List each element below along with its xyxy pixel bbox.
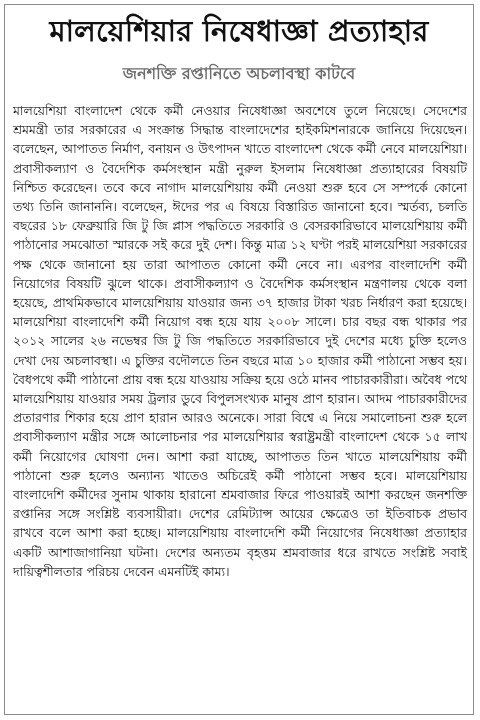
article-paragraph: মালয়েশিয়া বাংলাদেশ থেকে কর্মী নেওয়ার নিষেধাজ্ঞা অবশেষে তুলে নিয়েছে। সেদেশের শ্রমমন্ত্রী তার সরকারের এ সংক্রান্ত সিদ্ধান্ত বাংলাদেশের হাইকমিশনারকে জানিয়ে দিয়েছেন। বলেছেন, আপাতত নির্মাণ, বনায়ন ও উৎপাদন খাতে বাংলাদেশ থেকে কর্মী নেবে মালয়েশিয়া। প্রবাসীকল্যাণ ও বৈদেশিক কর্মসংস্থান মন্ত্রী নুরুল ইসলাম নিষেধাজ্ঞা প্রত্যাহারের বিষয়টি নিশ্চিত করেছেন। তবে কবে নাগাদ মালয়েশিয়ায় কর্মী নেওয়া শুরু হবে সে সম্পর্কে কোনো তথ্য তিনি জানাননি। বলেছেন, ঈদের পর এ বিষয়ে বিস্তারিত জানানো হবে। স্মর্তব্য, চলতি বছরের ১৮ ফেব্রুয়ারি জি টু জি প্লাস পদ্ধতিতে সরকারি ও বেসরকারিভাবে মালয়েশিয়ায় কর্মী পাঠানোর সমঝোতা স্মারকে সই করে দুই দেশ। কিন্তু মাত্র ১২ ঘণ্টা পরই মালয়েশিয়া সরকারের পক্ষ থেকে জানানো হয় তারা আপাতত কোনো কর্মী নেবে না। এরপর বাংলাদেশি কর্মী নিয়োগের বিষয়টি ঝুলে থাকে। প্রবাসীকল্যাণ ও বৈদেশিক কর্মসংস্থান মন্ত্রণালয় থেকে বলা হয়েছে, প্রাথমিকভাবে মালয়েশিয়ায় যাওয়ার জন্য ৩৭ হাজার টাকা খরচ নির্ধারণ করা হয়েছে। মালয়েশিয়া বাংলাদেশি কর্মী নিয়োগ বন্ধ হয়ে যায় ২০০৮ সালে। চার বছর বন্ধ থাকার পর ২০১২ সালের ২৬ নভেম্বর জি টু জি পদ্ধতিতে সরকারিভাবে দুই দেশের মধ্যে চুক্তি হলেও দেখা দেয় অচলাবস্থা। এ চুক্তির বদৌলতে তিন বছরে মাত্র ১০ হাজার কর্মী পাঠানো সম্ভব হয়। বৈধপথে কর্মী পাঠানো প্রায় বন্ধ হয়ে যাওয়ায় সক্রিয় হয়ে ওঠে মানব পাচারকারীরা। অবৈধ পথে মালয়েশিয়ায় যাওয়ার সময় ট্রলার ডুবে বিপুলসংখ্যক মানুষ প্রাণ হারান। আদম পাচারকারীদের প্রতারণার শিকার হয়ে প্রাণ হারান আরও অনেকে। সারা বিশ্বে এ নিয়ে সমালোচনা শুরু হলে প্রবাসীকল্যাণ মন্ত্রীর সঙ্গে আলোচনার পর মালয়েশিয়ার স্বরাষ্ট্রমন্ত্রী বাংলাদেশ থেকে ১৫ লাখ কর্মী নিয়োগের ঘোষণা দেন। আশা করা যাচ্ছে, আপাতত তিন খাতে মালয়েশিয়ায় কর্মী পাঠানো শুরু হলেও অন্যান্য খাতেও অচিরেই কর্মী পাঠানো সম্ভব হবে। মালয়েশিয়ায় বাংলাদেশি কর্মীদের সুনাম থাকায় হারানো শ্রমবাজার ফিরে পাওয়ারই আশা করছেন জনশক্তি রপ্তানির সঙ্গে সংশ্লিষ্ট ব্যবসায়ীরা। দেশের রেমিট্যান্স আয়ের ক্ষেত্রেও তা ইতিবাচক প্রভাব রাখবে বলে আশা করা হচ্ছে। মালয়েশিয়ায় বাংলাদেশি কর্মী নিয়োগের নিষেধাজ্ঞা প্রত্যাহার একটি আশাজাগানিয়া ঘটনা। দেশের অন্যতম বৃহত্তম শ্রমবাজার ধরে রাখতে সংশ্লিষ্ট সবাই দায়িত্বশীলতার পরিচয় দেবেন এমনটিই কাম্য।: [13, 103, 467, 579]
newspaper-clipping: [4, 4, 474, 715]
article-headline: মালয়েশিয়ার নিষেধাজ্ঞা প্রত্যাহার: [49, 14, 429, 48]
article-subheadline: জনশক্তি রপ্তানিতে অচলাবস্থা কাটবে: [122, 64, 356, 83]
article-body: [13, 101, 467, 581]
